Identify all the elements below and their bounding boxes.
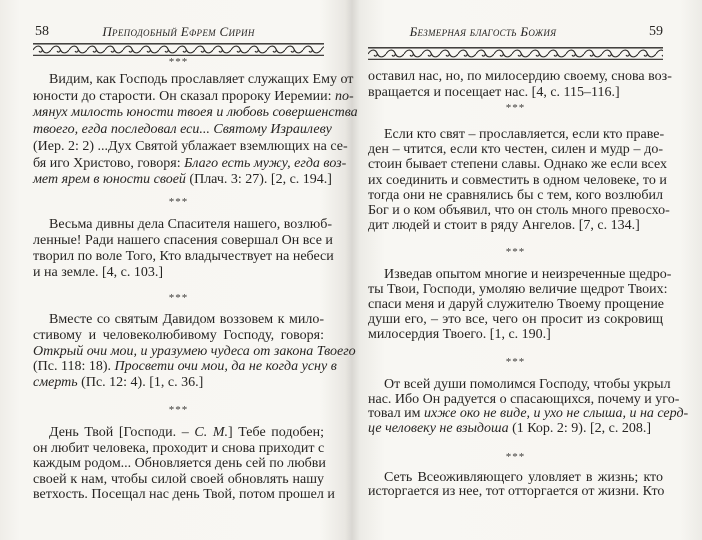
text-line: [49, 425, 324, 441]
text-run: исторгается из нее, тот отторгается от жизни. Кто: [368, 484, 665, 499]
text-line: [368, 172, 667, 189]
text-run: тогда они не сравнялись бы с тем, кого возлюбил: [368, 187, 663, 203]
text-line: [33, 105, 358, 121]
text-line: [368, 142, 663, 158]
text-run: ты Твои, Господи, умоляю величие щедрот Твоих:: [368, 282, 668, 297]
page-number: 58: [35, 24, 49, 39]
left-page: [33, 0, 358, 540]
text-run: юности до старости. Он сказал пророку Иеремии:: [33, 88, 335, 104]
section-separator: ***: [168, 196, 189, 208]
text-line: [33, 265, 324, 281]
text-line: [384, 127, 663, 143]
text-run: (Пс. 118: 18).: [33, 359, 115, 375]
italic-quote: смерть: [33, 375, 78, 391]
text-run: ветхость. Посещал нас день Твой, потом прошел и: [33, 487, 335, 502]
text-line: [33, 138, 348, 155]
italic-quote: Просвети очи мои, да не когда усну в: [114, 359, 337, 375]
text-run: ленные! Ради нашего спасения совершал Он все и: [33, 233, 333, 248]
italic-quote: ихже око не виде, и ухо не слыша, и на серд-: [424, 406, 689, 421]
text-run: и на земле. [4, с. 103.]: [33, 265, 164, 280]
text-run: спаси меня и даруй служителю Твоему прощение: [368, 297, 665, 312]
text-run: бя иго Христово, говоря:: [33, 155, 185, 171]
text-run: милосердия Твоего. [1, с. 190.]: [368, 327, 551, 342]
text-line: [33, 328, 324, 344]
section-separator: ***: [168, 292, 189, 304]
section-separator: ***: [505, 102, 526, 114]
text-line: [33, 172, 332, 188]
text-run: Видим, как Господь прославляет служащих Ему от: [49, 72, 354, 87]
italic-quote: твоего, егда последовал еси... Святому Израилеву: [33, 122, 332, 138]
text-line: [33, 441, 324, 457]
text-line: [368, 69, 672, 85]
italic-quote: мянух милость юности твоея и любовь совершенства: [33, 105, 358, 121]
italic-quote: Благо есть мужу, егда воз-: [184, 155, 347, 171]
text-run: стоин бывает степени славы. Однако же если всех: [368, 157, 668, 173]
italic-quote: Открый очи мои, и уразумею чудеса от закона Твоего: [33, 343, 356, 359]
text-line: [368, 218, 663, 234]
italic-quote: мет ярем в юности своей: [33, 172, 186, 188]
text-run: товал им: [368, 406, 425, 421]
header-ornament: [368, 47, 663, 60]
text-run: Сеть Всеоживляющего уловляет в жизнь; кто: [384, 470, 663, 485]
text-line: [368, 188, 663, 204]
text-line: [33, 472, 324, 488]
page-number: 59: [649, 24, 663, 39]
text-run: стивому и человеколюбивому Господу, говоря:: [33, 327, 324, 343]
text-line: [368, 157, 668, 173]
text-run: своей к нам, чтобы силой своей обновлять нашу: [33, 471, 324, 487]
text-run: дит людей и стоит в ряду Ангелов. [7, с. 134.]: [368, 218, 640, 234]
running-head: Безмерная благость Божия: [409, 24, 557, 39]
italic-quote: С. М.: [194, 425, 228, 440]
text-line: [33, 88, 354, 105]
text-run: души его, – это все, чего он просит из сокровищ: [368, 312, 663, 327]
text-run: ден – чтится, если кто честен, силен и мудр – до-: [368, 142, 663, 158]
text-line: [33, 249, 334, 265]
right-page: [368, 0, 689, 540]
text-line: [33, 343, 356, 360]
section-separator: ***: [168, 404, 189, 416]
text-line: [33, 233, 333, 249]
text-line: [368, 282, 668, 298]
text-run: творил по воле Того, Кто владычествует на небеси: [33, 249, 334, 264]
text-run: Вместе со святым Давидом воззовем к мило-: [49, 312, 324, 327]
section-separator: ***: [168, 56, 189, 68]
text-run: их соединить и совместить в одном человеке, то и: [368, 172, 667, 188]
text-line: [33, 155, 347, 172]
text-run: нас. Ибо Он радуется о спасающихся, почему и уго-: [368, 391, 680, 407]
text-run: Бог и о ком объявил, что он столь много превосхо-: [368, 203, 670, 218]
text-line: [49, 217, 333, 233]
text-line: [368, 312, 663, 328]
italic-quote: по-: [334, 88, 354, 104]
text-line: [368, 421, 663, 437]
text-line: [368, 484, 663, 500]
text-run: Если кто свят – прославляется, если кто праве-: [384, 127, 665, 142]
text-run: (1 Кор. 2: 9). [2, с. 208.]: [508, 420, 651, 436]
running-head: Преподобный Ефрем Сирин: [102, 24, 255, 39]
text-line: [384, 267, 672, 283]
text-run: От всей души помолимся Господу, чтобы укрыл: [384, 377, 671, 392]
text-run: ] Тебе подобен;: [228, 425, 325, 440]
text-line: [49, 312, 324, 328]
text-run: оставил нас, но, по милосердию своему, снова воз-: [368, 69, 672, 84]
section-separator: ***: [505, 246, 526, 258]
text-line: [368, 297, 663, 313]
text-run: он любит человека, проходит и снова приходит с: [33, 440, 325, 456]
text-line: [368, 203, 670, 219]
text-run: Изведав опытом многие и неизреченные щедро-: [384, 267, 672, 282]
text-run: каждым родом... Обновляется день сей по любви: [33, 456, 326, 471]
text-run: День Твой [Господи. –: [49, 425, 195, 440]
text-run: (Плач. 3: 27). [2, с. 194.]: [185, 172, 332, 188]
text-line: [368, 85, 663, 101]
text-run: вращается и посещает нас. [4, с. 115–116.]: [368, 85, 620, 100]
text-line: [33, 122, 332, 138]
text-line: [33, 359, 337, 375]
section-separator: ***: [505, 451, 526, 463]
text-line: [49, 72, 354, 88]
text-line: [368, 327, 663, 343]
text-run: (Иер. 2: 2) ...Дух Святой ублажает вземлющих на се-: [33, 138, 348, 154]
text-line: [33, 456, 324, 472]
text-line: [33, 487, 335, 503]
section-separator: ***: [505, 356, 526, 368]
text-line: [33, 375, 324, 391]
text-run: (Пс. 12: 4). [1, с. 36.]: [77, 375, 204, 391]
text-run: Весьма дивны дела Спасителя нашего, возлюб-: [49, 217, 333, 232]
italic-quote: це человеку не взыдоша: [368, 420, 509, 436]
